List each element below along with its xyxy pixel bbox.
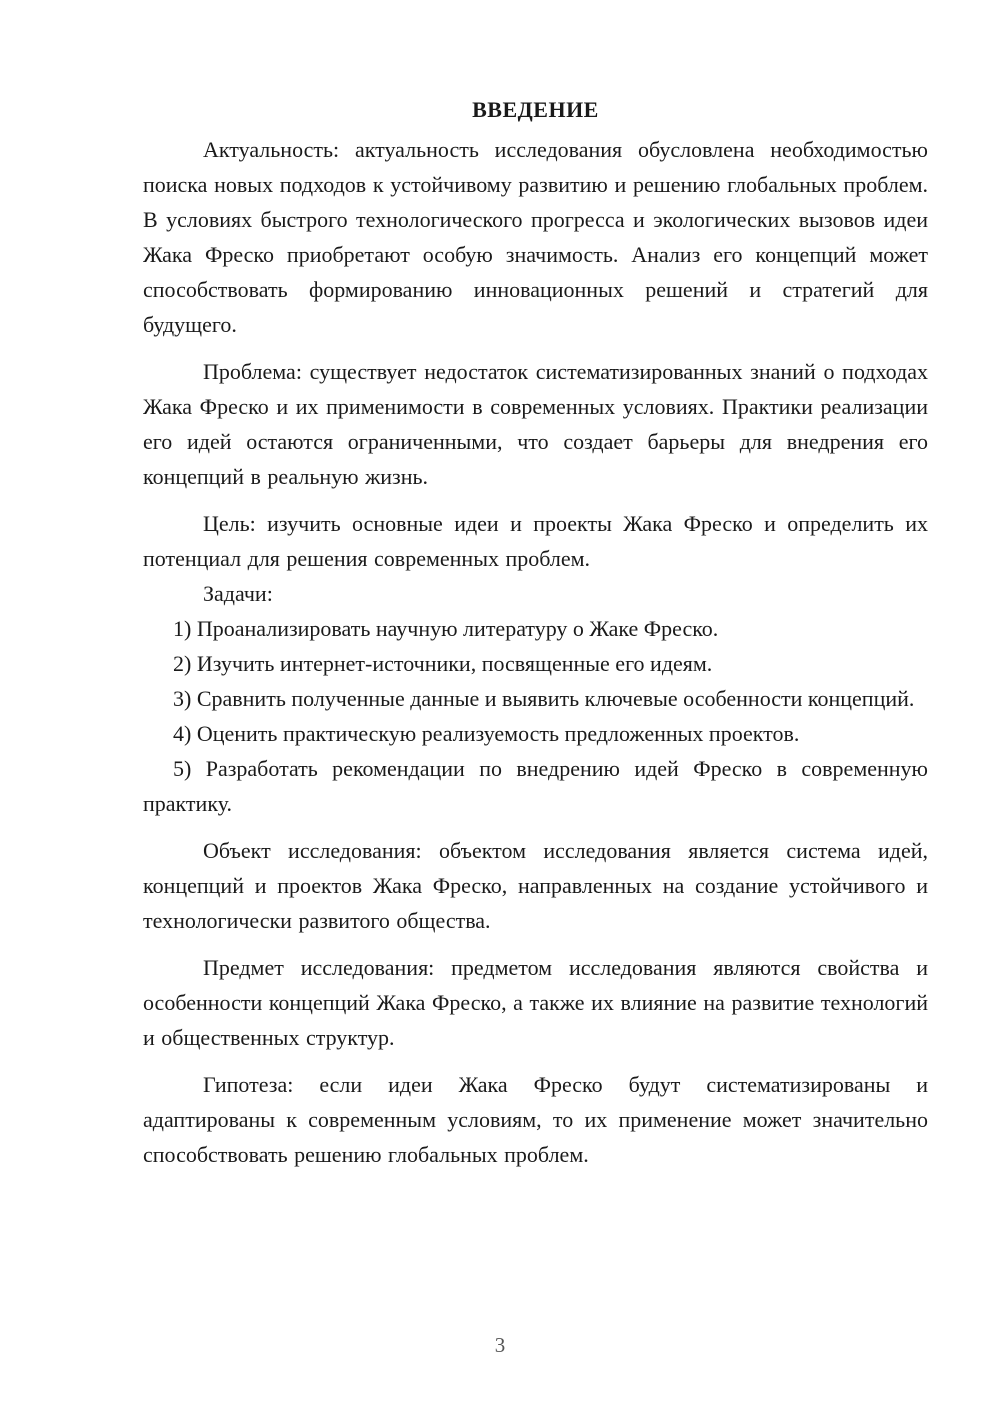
task-item-1: 1) Проанализировать научную литературу о Жаке Фреско. <box>173 616 719 641</box>
paragraph-hypothesis: Гипотеза: если идеи Жака Фреско будут систематизированы и адаптированы к современным условиям, то их применение может значительно способствовать решению глобальных проблем. <box>143 1072 928 1167</box>
paragraph-goal: Цель: изучить основные идеи и проекты Жака Фреско и определить их потенциал для решения современных проблем. <box>143 511 928 571</box>
paragraph-subject: Предмет исследования: предметом исследования являются свойства и особенности концепций Жака Фреско, а также их влияние на развитие технологий и общественных структур. <box>143 955 928 1050</box>
document-page <box>143 92 928 1172</box>
page-number: 3 <box>494 1333 506 1357</box>
task-item-3: 3) Сравнить полученные данные и выявить ключевые особенности концепций. <box>173 686 915 711</box>
paragraph-object: Объект исследования: объектом исследования является система идей, концепций и проектов Жака Фреско, направленных на создание устойчивого и технологически развитого общества. <box>143 838 928 933</box>
tasks-heading: Задачи: <box>203 581 273 606</box>
paragraph-problem: Проблема: существует недостаток систематизированных знаний о подходах Жака Фреско и их применимости в современных условиях. Практики реализации его идей остаются ограниченными, что создает барьеры для внедрения его концепций в реальную жизнь. <box>143 359 928 489</box>
task-item-4: 4) Оценить практическую реализуемость предложенных проектов. <box>173 721 800 746</box>
task-item-5: 5) Разработать рекомендации по внедрению идей Фреско в современную практику. <box>143 756 928 816</box>
section-title: ВВЕДЕНИЕ <box>472 97 599 122</box>
paragraph-relevance: Актуальность: актуальность исследования обусловлена необходимостью поиска новых подходов к устойчивому развитию и решению глобальных проблем. В условиях быстрого технологического прогресса и экологических вызовов идеи Жака Фреско приобретают особую значимость. Анализ его концепций может способствовать формированию инновационных решений и стратегий для будущего. <box>143 137 928 337</box>
task-item-2: 2) Изучить интернет-источники, посвященные его идеям. <box>173 651 713 676</box>
